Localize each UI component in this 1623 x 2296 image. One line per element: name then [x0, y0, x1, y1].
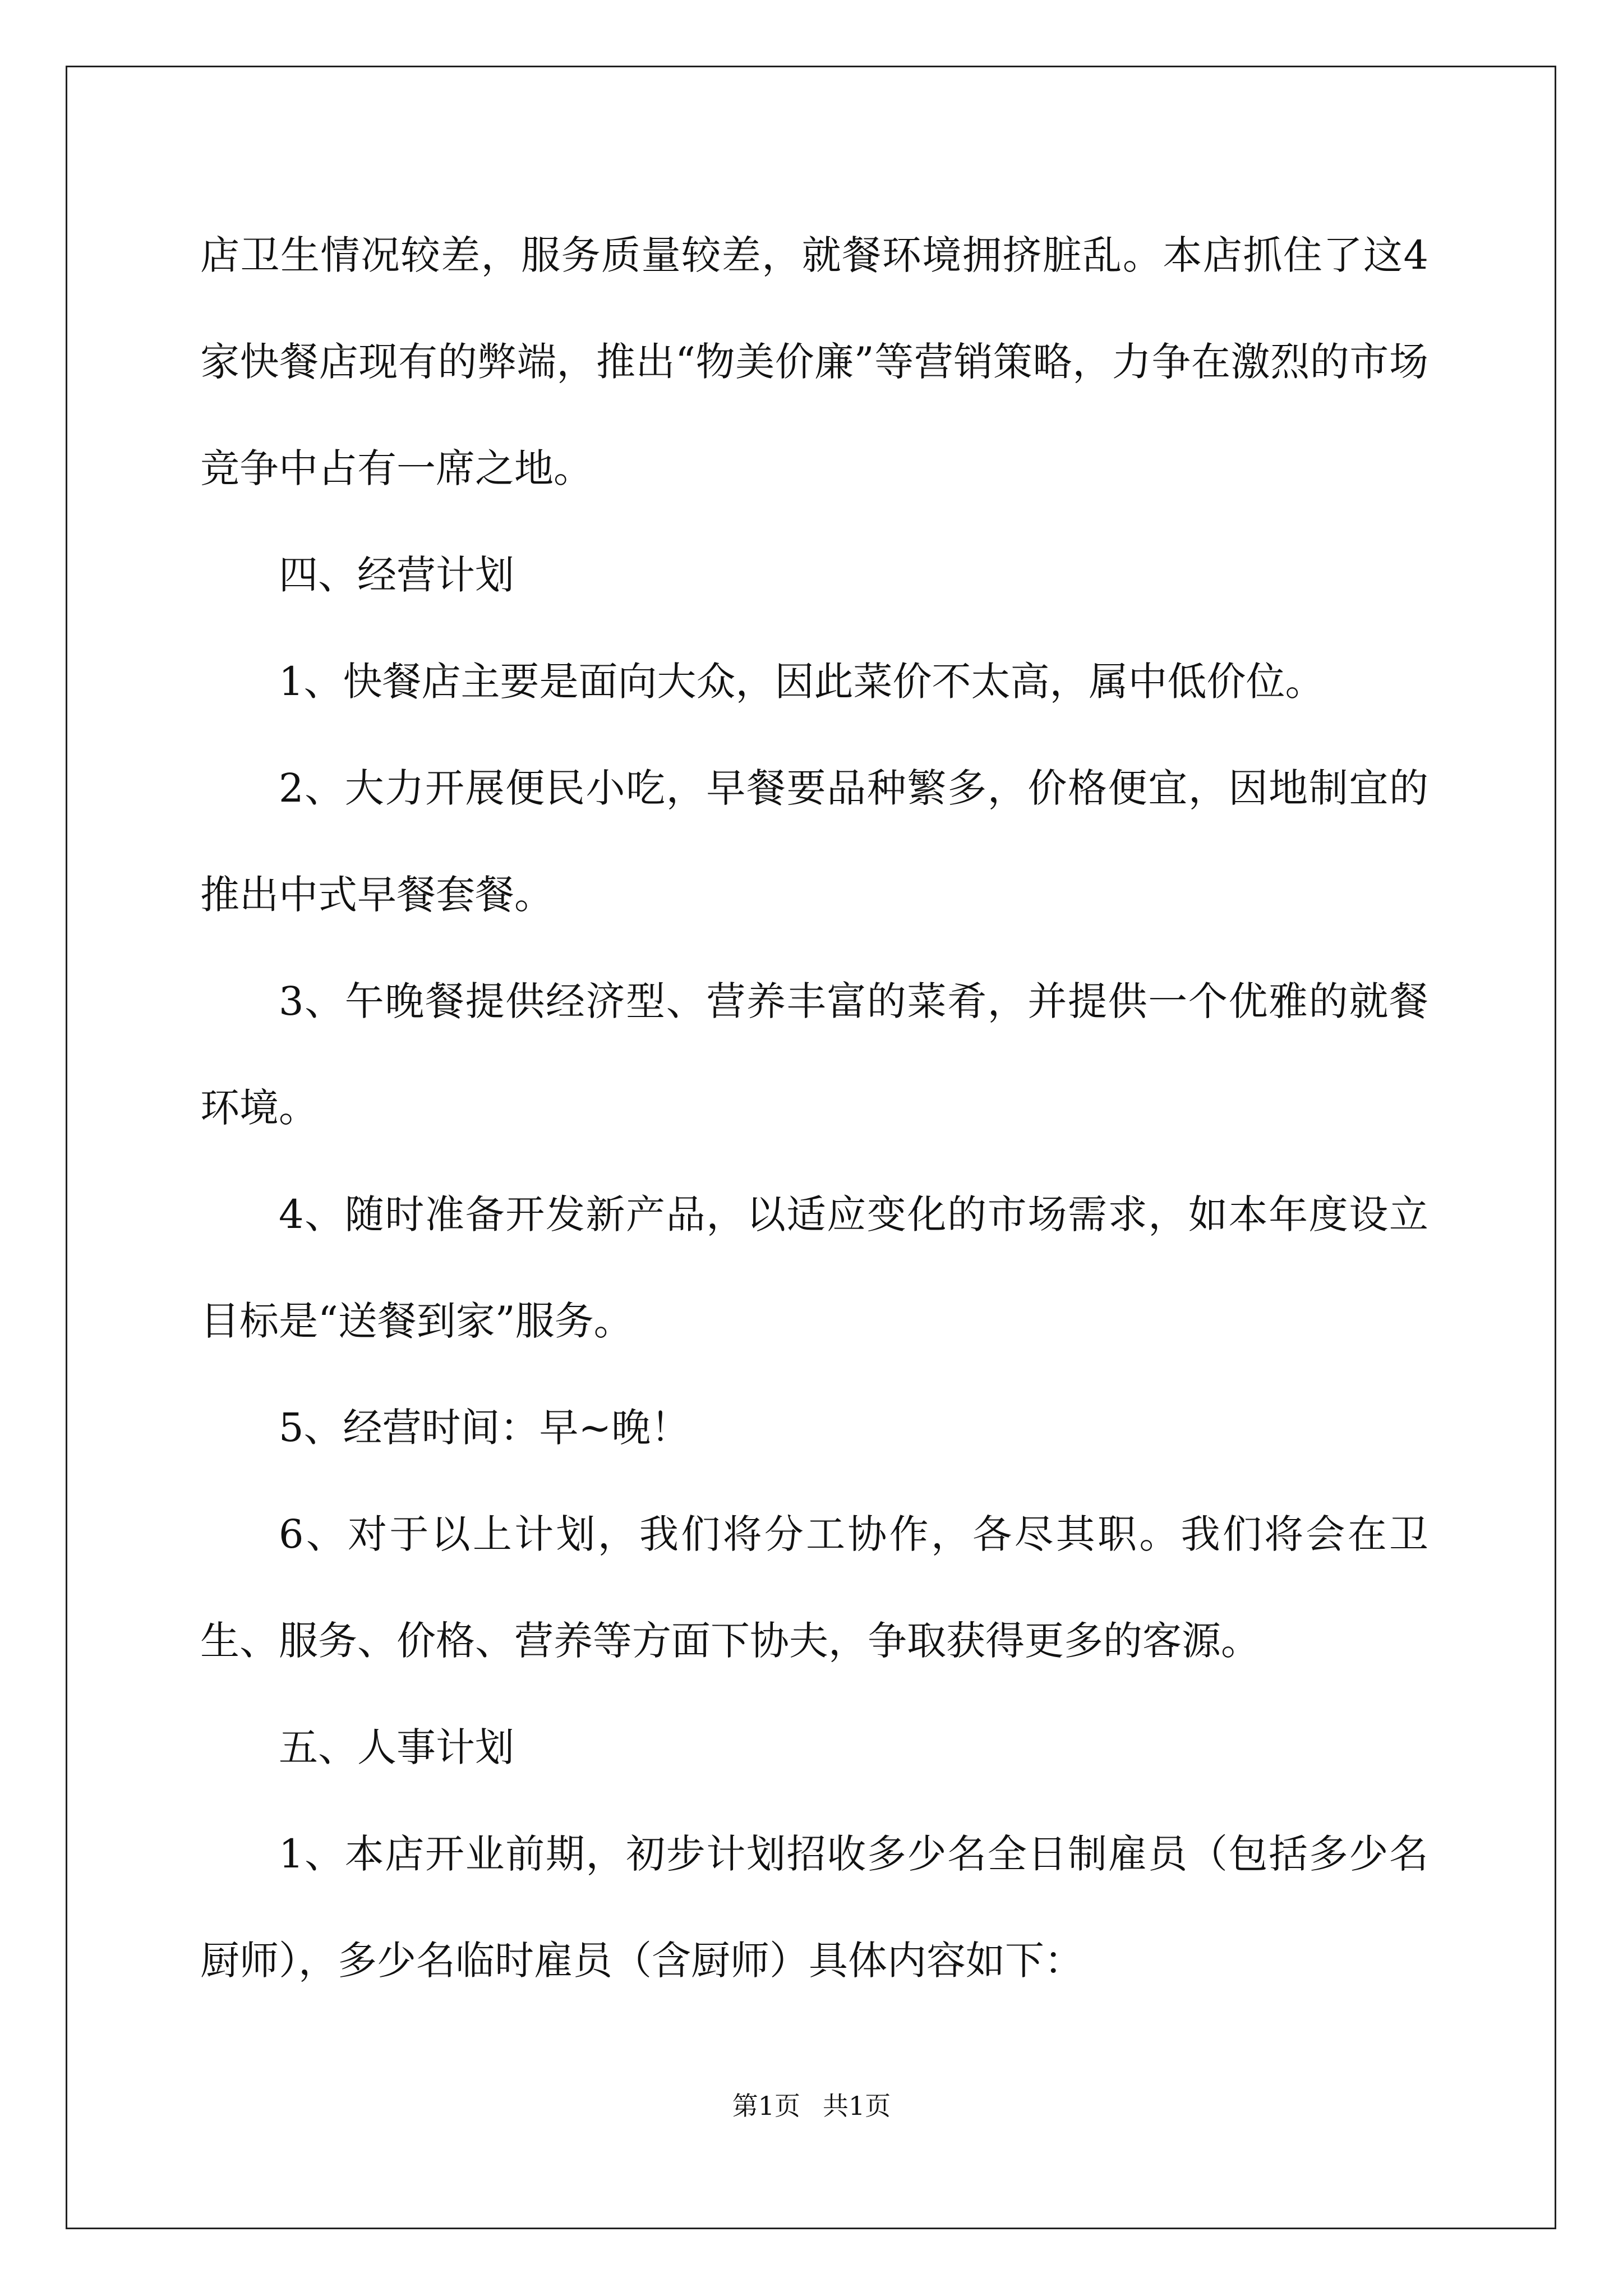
paragraph-item-2: 2、大力开展便民小吃，早餐要品种繁多，价格便宜，因地制宜的推出中式早餐套餐。 [200, 765, 1428, 918]
paragraph-item-6: 6、对于以上计划，我们将分工协作，各尽其职。我们将会在卫生、服务、价格、营养等方面下协夫，争取获得更多的客源。 [200, 1511, 1428, 1664]
document-body [200, 202, 1428, 2014]
paragraph-intro: 店卫生情况较差，服务质量较差，就餐环境拥挤脏乱。本店抓住了这4家快餐店现有的弊端，推出“物美价廉”等营销策略，力争在激烈的市场竞争中占有一席之地。 [200, 232, 1428, 491]
section-heading-business-plan: 四、经营计划 [279, 552, 514, 598]
paragraph-personnel-item-1: 1、本店开业前期，初步计划招收多少名全日制雇员（包括多少名厨师），多少名临时雇员（含厨师）具体内容如下： [200, 1831, 1428, 1984]
paragraph-item-4: 4、随时准备开发新产品，以适应变化的市场需求，如本年度设立目标是“送餐到家”服务。 [200, 1191, 1428, 1344]
page-number: 第1页 [732, 2091, 800, 2121]
paragraph-item-1: 1、快餐店主要是面向大众，因此菜价不太高，属中低价位。 [279, 659, 1325, 705]
paragraph-item-3: 3、午晚餐提供经济型、营养丰富的菜肴，并提供一个优雅的就餐环境。 [200, 978, 1428, 1131]
paragraph-item-5: 5、经营时间：早~晚！ [279, 1405, 690, 1451]
section-heading-personnel-plan: 五、人事计划 [279, 1724, 514, 1770]
total-pages: 共1页 [823, 2091, 891, 2121]
page-footer [0, 2086, 1623, 2123]
